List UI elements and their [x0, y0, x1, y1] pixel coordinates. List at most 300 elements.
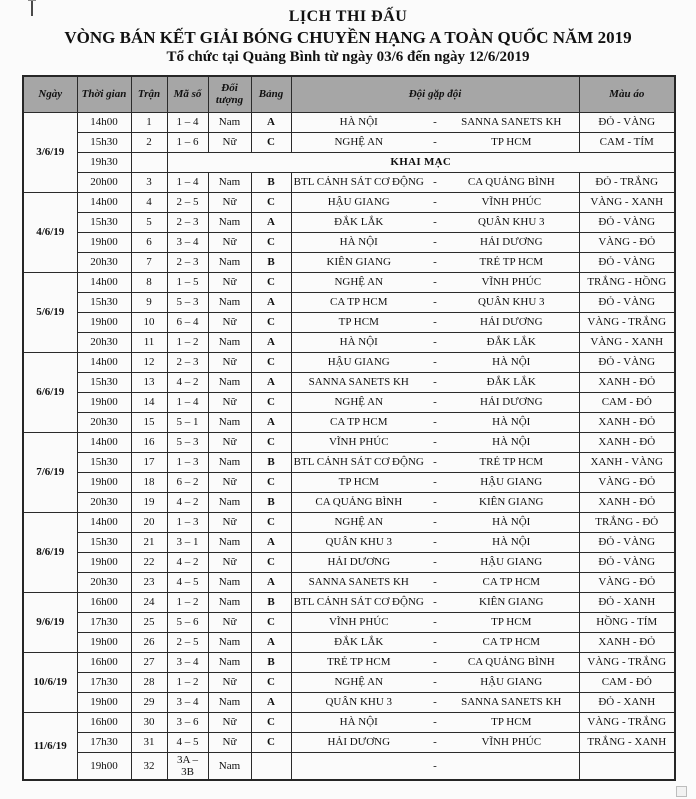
teams-layout	[294, 636, 577, 648]
group-cell: C	[251, 312, 291, 332]
time-cell: 15h30	[77, 452, 131, 472]
shirt-colors-cell: TRẮNG - XANH	[579, 732, 675, 752]
away-team: TRẺ TP HCM	[479, 456, 544, 468]
match-no-cell: 29	[131, 692, 167, 712]
day-cell: 11/6/19	[23, 712, 77, 780]
table-row	[23, 132, 675, 152]
teams-separator: -	[433, 576, 437, 588]
away-team: KIÊN GIANG	[479, 596, 544, 608]
away-team: VĨNH PHÚC	[481, 196, 542, 208]
match-no-cell: 11	[131, 332, 167, 352]
teams-separator: -	[433, 516, 437, 528]
code-cell: 2 – 3	[167, 352, 208, 372]
teams-cell	[291, 572, 579, 592]
teams-separator: -	[433, 759, 437, 772]
teams-layout	[294, 356, 577, 368]
teams-cell	[291, 332, 579, 352]
gender-cell: Nữ	[208, 352, 251, 372]
table-row	[23, 552, 675, 572]
group-cell: C	[251, 472, 291, 492]
time-cell: 15h30	[77, 532, 131, 552]
table-row	[23, 532, 675, 552]
time-cell: 15h30	[77, 212, 131, 232]
time-cell: 20h00	[77, 172, 131, 192]
teams-separator: -	[433, 336, 437, 348]
away-team: HẢI DƯƠNG	[479, 236, 543, 248]
home-team: QUÂN KHU 3	[325, 696, 393, 708]
match-no-cell: 15	[131, 412, 167, 432]
teams-cell	[291, 232, 579, 252]
home-team: BTL CẢNH SÁT CƠ ĐỘNG	[293, 176, 424, 188]
col-header-gender: Đối tượng	[208, 76, 251, 112]
table-row	[23, 512, 675, 532]
col-header-group: Bảng	[251, 76, 291, 112]
match-no-cell: 20	[131, 512, 167, 532]
table-row	[23, 612, 675, 632]
away-team: CA QUẢNG BÌNH	[467, 176, 555, 188]
shirt-colors-cell: ĐỎ - TRẮNG	[579, 172, 675, 192]
teams-layout	[294, 116, 577, 128]
code-cell: 1 – 3	[167, 452, 208, 472]
gender-cell: Nữ	[208, 312, 251, 332]
away-team: ĐẮK LẮK	[486, 376, 536, 388]
group-cell: A	[251, 212, 291, 232]
shirt-colors-cell: XANH - ĐỎ	[579, 432, 675, 452]
away-team: CA TP HCM	[482, 636, 540, 648]
teams-separator: -	[433, 296, 437, 308]
home-team: NGHỆ AN	[334, 676, 384, 688]
table-row	[23, 472, 675, 492]
home-team: HẬU GIANG	[327, 356, 390, 368]
gender-cell: Nam	[208, 412, 251, 432]
col-header-match: Trận	[131, 76, 167, 112]
home-team: ĐẮK LẮK	[334, 216, 384, 228]
table-row	[23, 432, 675, 452]
time-cell: 14h00	[77, 272, 131, 292]
table-row	[23, 632, 675, 652]
teams-cell	[291, 432, 579, 452]
code-cell: 1 – 4	[167, 392, 208, 412]
shirt-colors-cell: CAM - ĐỎ	[579, 672, 675, 692]
home-team: HẢI DƯƠNG	[327, 736, 391, 748]
time-cell: 19h00	[77, 312, 131, 332]
title-line-1: LỊCH THI ĐẤU	[288, 8, 408, 25]
time-cell: 14h00	[77, 192, 131, 212]
table-resize-handle[interactable]	[676, 786, 687, 797]
teams-separator: -	[433, 416, 437, 428]
gender-cell: Nam	[208, 592, 251, 612]
shirt-colors-cell: ĐỎ - VÀNG	[579, 552, 675, 572]
teams-cell	[291, 392, 579, 412]
title-line-3: Tổ chức tại Quảng Bình từ ngày 03/6 đến ngày 12/6/2019	[166, 49, 530, 66]
match-no-cell: 1	[131, 112, 167, 132]
ceremony-cell: KHAI MẠC	[167, 152, 675, 172]
teams-separator: -	[433, 196, 437, 208]
teams-separator: -	[433, 276, 437, 288]
teams-layout	[294, 196, 577, 208]
away-team: TP HCM	[491, 616, 532, 628]
teams-layout	[294, 476, 577, 488]
teams-layout	[294, 256, 577, 268]
teams-layout	[294, 336, 577, 348]
gender-cell: Nam	[208, 112, 251, 132]
match-no-cell	[131, 152, 167, 172]
code-cell: 1 – 2	[167, 592, 208, 612]
home-team: NGHỆ AN	[334, 396, 384, 408]
teams-cell	[291, 212, 579, 232]
code-cell: 5 – 3	[167, 432, 208, 452]
table-row	[23, 292, 675, 312]
away-team: QUÂN KHU 3	[477, 296, 545, 308]
group-cell: C	[251, 232, 291, 252]
teams-layout	[294, 436, 577, 448]
teams-layout	[294, 456, 577, 468]
code-cell: 1 – 4	[167, 112, 208, 132]
time-cell: 19h00	[77, 752, 131, 780]
shirt-colors-cell: XANH - ĐỎ	[579, 372, 675, 392]
group-cell: B	[251, 592, 291, 612]
day-cell: 10/6/19	[23, 652, 77, 712]
away-team: HẬU GIANG	[480, 676, 543, 688]
shirt-colors-cell: CAM - ĐỎ	[579, 392, 675, 412]
code-cell: 1 – 2	[167, 672, 208, 692]
gender-cell: Nữ	[208, 432, 251, 452]
code-cell: 1 – 4	[167, 172, 208, 192]
teams-layout	[294, 616, 577, 628]
gender-cell: Nam	[208, 372, 251, 392]
home-team: NGHỆ AN	[334, 136, 384, 148]
match-no-cell: 26	[131, 632, 167, 652]
match-no-cell: 6	[131, 232, 167, 252]
time-cell: 19h00	[77, 392, 131, 412]
teams-layout	[294, 516, 577, 528]
home-team: HÀ NỘI	[339, 716, 378, 728]
shirt-colors-cell: ĐỎ - VÀNG	[579, 352, 675, 372]
group-cell: A	[251, 332, 291, 352]
teams-separator: -	[433, 736, 437, 748]
time-cell: 16h00	[77, 712, 131, 732]
home-team: HẬU GIANG	[327, 196, 390, 208]
match-no-cell: 7	[131, 252, 167, 272]
shirt-colors-cell: HỒNG - TÍM	[579, 612, 675, 632]
time-cell: 15h30	[77, 372, 131, 392]
match-no-cell: 28	[131, 672, 167, 692]
shirt-colors-cell: ĐỎ - VÀNG	[579, 212, 675, 232]
time-cell: 20h30	[77, 572, 131, 592]
away-team: ĐẮK LẮK	[486, 336, 536, 348]
code-cell: 1 – 5	[167, 272, 208, 292]
teams-cell	[291, 292, 579, 312]
match-no-cell: 21	[131, 532, 167, 552]
gender-cell: Nam	[208, 252, 251, 272]
teams-separator: -	[433, 696, 437, 708]
gender-cell: Nữ	[208, 612, 251, 632]
group-cell: C	[251, 712, 291, 732]
home-team: KIÊN GIANG	[326, 256, 391, 268]
match-no-cell: 12	[131, 352, 167, 372]
teams-separator: -	[433, 476, 437, 488]
code-cell: 2 – 5	[167, 192, 208, 212]
home-team: TP HCM	[338, 316, 379, 328]
group-cell: B	[251, 172, 291, 192]
match-no-cell: 27	[131, 652, 167, 672]
teams-cell	[291, 712, 579, 732]
teams-separator: -	[433, 176, 437, 188]
code-cell: 5 – 1	[167, 412, 208, 432]
teams-cell	[291, 492, 579, 512]
home-team: CA QUẢNG BÌNH	[315, 496, 403, 508]
code-cell: 6 – 4	[167, 312, 208, 332]
teams-layout	[294, 236, 577, 248]
teams-cell	[291, 752, 579, 780]
table-row	[23, 412, 675, 432]
teams-separator: -	[433, 396, 437, 408]
code-cell: 1 – 6	[167, 132, 208, 152]
shirt-colors-cell: VÀNG - TRẮNG	[579, 712, 675, 732]
shirt-colors-cell: VÀNG - XANH	[579, 192, 675, 212]
match-no-cell: 30	[131, 712, 167, 732]
col-header-teams: Đội gặp đội	[291, 76, 579, 112]
teams-layout	[294, 396, 577, 408]
shirt-colors-cell: ĐỎ - VÀNG	[579, 532, 675, 552]
teams-cell	[291, 552, 579, 572]
away-team: TP HCM	[491, 136, 532, 148]
gender-cell: Nam	[208, 332, 251, 352]
group-cell: C	[251, 352, 291, 372]
shirt-colors-cell: TRẮNG - HỒNG	[579, 272, 675, 292]
gender-cell: Nữ	[208, 512, 251, 532]
code-cell: 1 – 3	[167, 512, 208, 532]
time-cell: 14h00	[77, 432, 131, 452]
gender-cell: Nữ	[208, 272, 251, 292]
teams-layout	[294, 296, 577, 308]
teams-layout	[294, 556, 577, 568]
group-cell: C	[251, 192, 291, 212]
group-cell: A	[251, 532, 291, 552]
group-cell: C	[251, 132, 291, 152]
match-no-cell: 2	[131, 132, 167, 152]
group-cell: C	[251, 552, 291, 572]
group-cell: C	[251, 612, 291, 632]
match-schedule-table	[22, 75, 676, 781]
teams-separator: -	[433, 616, 437, 628]
group-cell: C	[251, 272, 291, 292]
teams-layout	[294, 376, 577, 388]
teams-layout	[294, 576, 577, 588]
teams-layout	[294, 216, 577, 228]
shirt-colors-cell: ĐỎ - VÀNG	[579, 252, 675, 272]
teams-separator: -	[433, 256, 437, 268]
gender-cell: Nữ	[208, 192, 251, 212]
col-header-time: Thời gian	[77, 76, 131, 112]
shirt-colors-cell: ĐỎ - XANH	[579, 692, 675, 712]
code-cell: 6 – 2	[167, 472, 208, 492]
away-team: VĨNH PHÚC	[481, 736, 542, 748]
shirt-colors-cell	[579, 752, 675, 780]
gender-cell: Nam	[208, 692, 251, 712]
away-team: QUÂN KHU 3	[477, 216, 545, 228]
away-team: HẬU GIANG	[480, 476, 543, 488]
gender-cell: Nam	[208, 292, 251, 312]
day-cell: 3/6/19	[23, 112, 77, 192]
away-team: HÀ NỘI	[492, 416, 531, 428]
time-cell: 17h30	[77, 672, 131, 692]
match-no-cell: 14	[131, 392, 167, 412]
code-cell: 4 – 5	[167, 572, 208, 592]
shirt-colors-cell: XANH - VÀNG	[579, 452, 675, 472]
gender-cell: Nữ	[208, 472, 251, 492]
home-team: SANNA SANETS KH	[308, 576, 409, 588]
gender-cell: Nữ	[208, 552, 251, 572]
away-team: TP HCM	[491, 716, 532, 728]
gender-cell: Nữ	[208, 232, 251, 252]
group-cell: A	[251, 632, 291, 652]
away-team: HÀ NỘI	[492, 436, 531, 448]
day-cell: 7/6/19	[23, 432, 77, 512]
away-team: KIÊN GIANG	[479, 496, 544, 508]
code-cell: 3 – 1	[167, 532, 208, 552]
text-cursor-artifact	[28, 0, 36, 17]
teams-separator: -	[433, 456, 437, 468]
home-team: VĨNH PHÚC	[328, 436, 389, 448]
home-team: NGHỆ AN	[334, 516, 384, 528]
teams-cell	[291, 672, 579, 692]
table-row	[23, 752, 675, 780]
table-header-row	[23, 76, 675, 112]
teams-separator: -	[433, 316, 437, 328]
table-row	[23, 152, 675, 172]
match-no-cell: 31	[131, 732, 167, 752]
shirt-colors-cell: VÀNG - XANH	[579, 332, 675, 352]
day-cell: 6/6/19	[23, 352, 77, 432]
code-cell: 2 – 3	[167, 212, 208, 232]
teams-cell	[291, 312, 579, 332]
time-cell: 16h00	[77, 652, 131, 672]
home-team: HÀ NỘI	[339, 336, 378, 348]
group-cell: C	[251, 672, 291, 692]
teams-cell	[291, 692, 579, 712]
teams-separator: -	[433, 536, 437, 548]
teams-cell	[291, 372, 579, 392]
match-no-cell: 25	[131, 612, 167, 632]
home-team: HẢI DƯƠNG	[327, 556, 391, 568]
shirt-colors-cell: ĐỎ - VÀNG	[579, 292, 675, 312]
match-no-cell: 24	[131, 592, 167, 612]
code-cell: 4 – 2	[167, 552, 208, 572]
time-cell: 19h30	[77, 152, 131, 172]
away-team: VĨNH PHÚC	[481, 276, 542, 288]
teams-layout	[294, 676, 577, 688]
match-no-cell: 13	[131, 372, 167, 392]
teams-separator: -	[433, 376, 437, 388]
title-line-2: VÒNG BÁN KẾT GIẢI BÓNG CHUYỀN HẠNG A TOÀN QUỐC NĂM 2019	[64, 28, 632, 47]
teams-separator: -	[433, 236, 437, 248]
time-cell: 20h30	[77, 412, 131, 432]
table-row	[23, 312, 675, 332]
home-team: VĨNH PHÚC	[328, 616, 389, 628]
table-row	[23, 492, 675, 512]
away-team: CA QUẢNG BÌNH	[467, 656, 555, 668]
table-row	[23, 672, 675, 692]
group-cell: A	[251, 112, 291, 132]
day-cell: 5/6/19	[23, 272, 77, 352]
teams-layout	[294, 596, 577, 608]
teams-cell	[291, 112, 579, 132]
group-cell: A	[251, 412, 291, 432]
away-team: HẬU GIANG	[480, 556, 543, 568]
table-row	[23, 332, 675, 352]
home-team: HÀ NỘI	[339, 116, 378, 128]
code-cell: 2 – 3	[167, 252, 208, 272]
time-cell: 14h00	[77, 352, 131, 372]
code-cell: 4 – 5	[167, 732, 208, 752]
group-cell: B	[251, 252, 291, 272]
teams-layout	[294, 536, 577, 548]
group-cell: C	[251, 432, 291, 452]
time-cell: 17h30	[77, 612, 131, 632]
teams-cell	[291, 732, 579, 752]
group-cell: B	[251, 452, 291, 472]
teams-cell	[291, 532, 579, 552]
table-row	[23, 572, 675, 592]
home-team: NGHỆ AN	[334, 276, 384, 288]
time-cell: 19h00	[77, 552, 131, 572]
teams-cell	[291, 452, 579, 472]
gender-cell: Nam	[208, 452, 251, 472]
teams-cell	[291, 472, 579, 492]
shirt-colors-cell: VÀNG - TRẮNG	[579, 312, 675, 332]
gender-cell: Nam	[208, 172, 251, 192]
code-cell: 5 – 6	[167, 612, 208, 632]
gender-cell: Nữ	[208, 672, 251, 692]
code-cell: 3A – 3B	[167, 752, 208, 780]
time-cell: 14h00	[77, 112, 131, 132]
away-team: HÀ NỘI	[492, 356, 531, 368]
teams-layout	[294, 276, 577, 288]
table-row	[23, 372, 675, 392]
teams-cell	[291, 132, 579, 152]
shirt-colors-cell: XANH - ĐỎ	[579, 412, 675, 432]
match-no-cell: 8	[131, 272, 167, 292]
teams-cell	[291, 632, 579, 652]
teams-cell	[291, 272, 579, 292]
teams-separator: -	[433, 216, 437, 228]
gender-cell: Nam	[208, 492, 251, 512]
table-row	[23, 352, 675, 372]
shirt-colors-cell: VÀNG - ĐỎ	[579, 572, 675, 592]
teams-separator: -	[433, 676, 437, 688]
away-team: CA TP HCM	[482, 576, 540, 588]
home-team: QUÂN KHU 3	[325, 536, 393, 548]
gender-cell: Nữ	[208, 732, 251, 752]
gender-cell: Nam	[208, 572, 251, 592]
shirt-colors-cell: VÀNG - ĐỎ	[579, 232, 675, 252]
home-team: BTL CẢNH SÁT CƠ ĐỘNG	[293, 456, 424, 468]
teams-layout	[294, 136, 577, 148]
time-cell: 14h00	[77, 512, 131, 532]
match-no-cell: 18	[131, 472, 167, 492]
table-row	[23, 192, 675, 212]
teams-cell	[291, 352, 579, 372]
group-cell: B	[251, 652, 291, 672]
gender-cell: Nam	[208, 652, 251, 672]
table-row	[23, 592, 675, 612]
gender-cell: Nam	[208, 632, 251, 652]
group-cell: A	[251, 572, 291, 592]
code-cell: 2 – 5	[167, 632, 208, 652]
teams-separator: -	[433, 596, 437, 608]
match-no-cell: 23	[131, 572, 167, 592]
